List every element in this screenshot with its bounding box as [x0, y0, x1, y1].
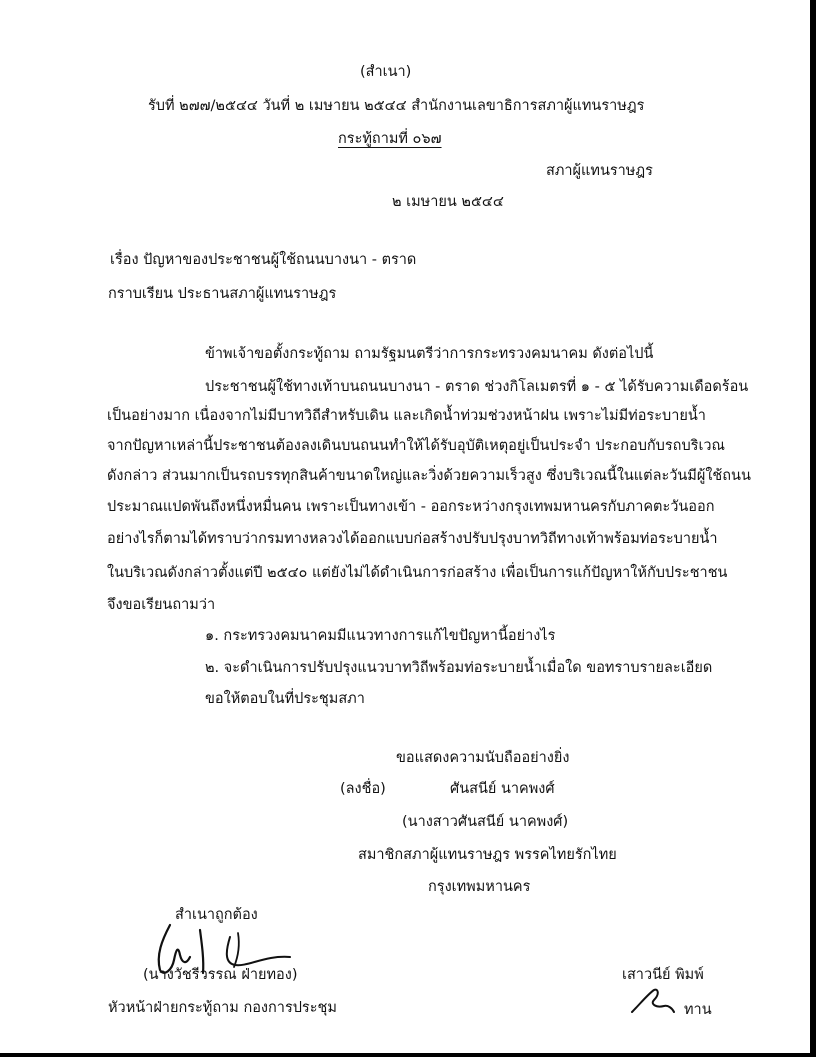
signer-position: สมาชิกสภาผู้แทนราษฎร พรรคไทยรักไทย [358, 847, 617, 863]
body-line: เป็นอย่างมาก เนื่องจากไม่มีบาทวิถีสำหรับเดิน และเกิดน้ำท่วมช่วงหน้าฝน เพราะไม่มีท่อระบายน้ำ [107, 408, 706, 424]
question-number: กระทู้ถามที่ ๐๖๗ [338, 131, 442, 147]
receipt-line: รับที่ ๒๗๗/๒๕๔๔ วันที่ ๒ เมษายน ๒๕๔๔ สำนักงานเลขาธิการสภาผู้แทนราษฎร [148, 98, 645, 114]
initials-mark [628, 984, 678, 1018]
body-line: ประชาชนผู้ใช้ทางเท้าบนถนนบางนา - ตราด ช่วงกิโลเมตรที่ ๑ - ๕ ได้รับความเดือดร้อน [205, 379, 749, 395]
signer-full-name: (นางสาวศันสนีย์ นาคพงศ์) [402, 814, 569, 830]
salutation: กราบเรียน ประธานสภาผู้แทนราษฎร [108, 286, 337, 302]
body-line: ประมาณแปดพันถึงหนึ่งหมื่นคน เพราะเป็นทางเข้า - ออกระหว่างกรุงเทพมหานครกับภาคตะวันออก [107, 499, 715, 515]
body-line: อย่างไรก็ตามได้ทราบว่ากรมทางหลวงได้ออกแบบก่อสร้างปรับปรุงบาทวิถีทางเท้าพร้อมท่อระบายน้ำ [107, 531, 718, 547]
scan-edge-bottom [0, 1053, 816, 1057]
closing-request: ขอให้ตอบในที่ประชุมสภา [205, 691, 365, 707]
body-line: จากปัญหาเหล่านี้ประชาชนต้องลงเดินบนถนนทำให้ได้รับอุบัติเหตุอยู่เป็นประจำ ประกอบกับรถบริเวณ [107, 438, 725, 454]
certifier-title: หัวหน้าฝ่ายกระทู้ถาม กองการประชุม [108, 1000, 337, 1016]
certified-copy-label: สำเนาถูกต้อง [175, 907, 258, 923]
scan-edge-right [810, 0, 816, 1057]
body-line: จึงขอเรียนถามว่า [107, 597, 216, 613]
body-line: ดังกล่าว ส่วนมากเป็นรถบรรทุกสินค้าขนาดใหญ่และวิ่งด้วยความเร็วสูง ซึ่งบริเวณนี้ในแต่ละวันมีผู้ใช้ถนน [107, 468, 751, 484]
regards: ขอแสดงความนับถืออย่างยิ่ง [396, 750, 570, 766]
signed-name: ศันสนีย์ นาคพงศ์ [450, 781, 555, 797]
origin: สภาผู้แทนราษฎร [546, 163, 653, 179]
signed-label: (ลงชื่อ) [340, 781, 386, 797]
document-date: ๒ เมษายน ๒๕๔๔ [392, 194, 504, 210]
question-item-1: ๑. กระทรวงคมนาคมมีแนวทางการแก้ไขปัญหานี้อย่างไร [205, 628, 556, 644]
subject-line: เรื่อง ปัญหาของประชาชนผู้ใช้ถนนบางนา - ตราด [110, 252, 417, 268]
certifier-name: (นางวัชรีวรรณ ฝ่ายทอง) [143, 967, 298, 983]
typist-label: เสาวนีย์ พิมพ์ [622, 967, 704, 983]
copy-mark: (สำเนา) [360, 64, 412, 80]
question-item-2: ๒. จะดำเนินการปรับปรุงแนวบาทวิถีพร้อมท่อระบายน้ำเมื่อใด ขอทราบรายละเอียด [205, 660, 713, 676]
signer-district: กรุงเทพมหานคร [428, 879, 531, 895]
body-line: ในบริเวณดังกล่าวตั้งแต่ปี ๒๕๔๐ แต่ยังไม่ได้ดำเนินการก่อสร้าง เพื่อเป็นการแก้ปัญหาให้กับประชาชน [107, 565, 728, 581]
body-intro: ข้าพเจ้าขอตั้งกระทู้ถาม ถามรัฐมนตรีว่าการกระทรวงคมนาคม ดังต่อไปนี้ [205, 346, 654, 362]
checker-label: ทาน [684, 1002, 712, 1018]
